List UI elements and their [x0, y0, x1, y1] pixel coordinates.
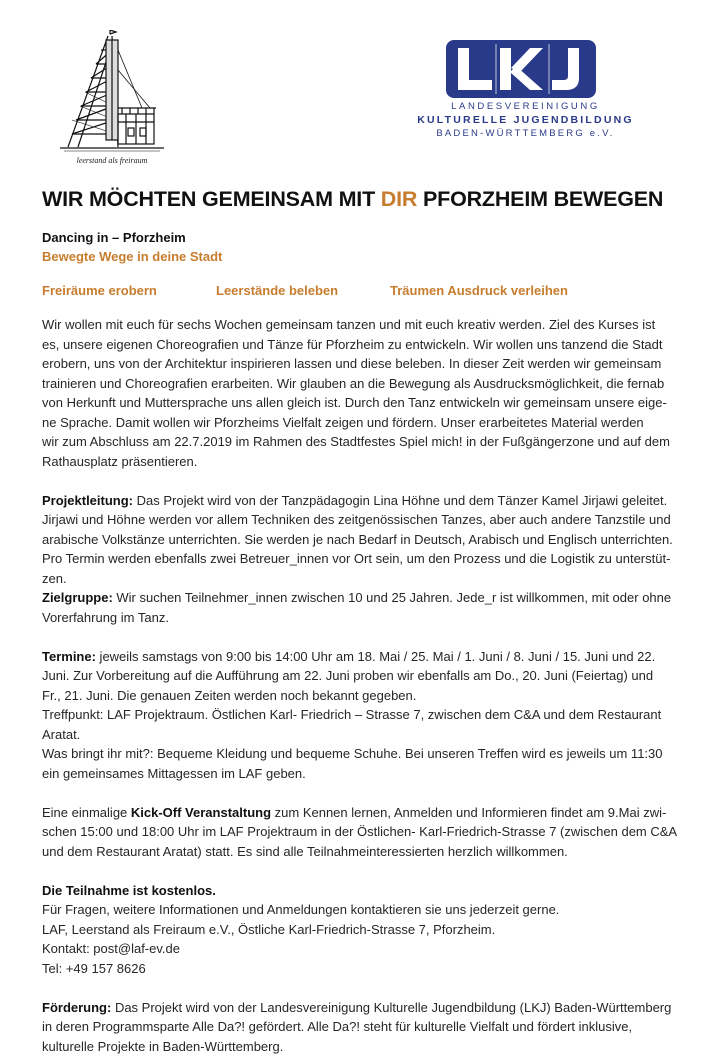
intro-line: trainieren und Choreografien erarbeiten. Wir glauben an die Bewegung als Ausdrucksmöglichkeit, die fernab — [42, 374, 682, 394]
termine-text: jeweils samstags von 9:00 bis 14:00 Uhr am 18. Mai / 25. Mai / 1. Juni / 8. Juni / 15. Juni und 22. — [96, 649, 655, 664]
contact-address: LAF, Leerstand als Freiraum e.V., Östliche Karl-Friedrich-Strasse 7, Pforzheim. — [42, 920, 682, 940]
projektleitung-line: arabische Volkstänze unterrichten. Sie werden je nach Bedarf in Deutsch, Arabisch und Englisch unterrichten. — [42, 530, 682, 550]
termine-line — [42, 647, 682, 667]
kickoff-label: Kick-Off Veranstaltung — [131, 805, 271, 820]
spacer — [42, 471, 682, 491]
slogan-2: Leerstände beleben — [216, 281, 390, 300]
projektleitung-label: Projektleitung: — [42, 493, 133, 508]
zielgruppe-line: Vorerfahrung im Tanz. — [42, 608, 682, 628]
contact-email: Kontakt: post@laf-ev.de — [42, 939, 682, 959]
projektleitung-line — [42, 491, 682, 511]
contact-heading — [42, 881, 682, 901]
lkj-mark — [446, 40, 596, 98]
contact-phone: Tel: +49 157 8626 — [42, 959, 682, 979]
title-part-2: PFORZHEIM BEWEGEN — [417, 187, 663, 211]
tagline: Bewegte Wege in deine Stadt — [42, 247, 682, 266]
projektleitung-line: zen. — [42, 569, 682, 589]
kickoff-text: zum Kennen lernen, Anmelden und Informieren findet am 9.Mai zwi- — [271, 805, 666, 820]
spacer — [42, 978, 682, 998]
projektleitung-line: Pro Termin werden ebenfalls zwei Betreuer_innen vor Ort sein, um den Prozess und die Logistik zu unterstüt- — [42, 549, 682, 569]
contact-section — [42, 881, 682, 979]
slogans — [42, 281, 682, 300]
lkj-line-3: BADEN-WÜRTTEMBERG e.V. — [388, 127, 663, 140]
laf-logo — [56, 30, 168, 172]
lkj-line-1: LANDESVEREINIGUNG — [388, 100, 663, 113]
lkj-line-2: KULTURELLE JUGENDBILDUNG — [388, 113, 663, 127]
contact-label: Die Teilnahme ist kostenlos. — [42, 883, 216, 898]
spacer — [42, 627, 682, 647]
intro-line: ne Sprache. Damit wollen wir Pforzheims Vielfalt zeigen und fördern. Unser erarbeitetes Material werden — [42, 413, 682, 433]
slogan-3: Träumen Ausdruck verleihen — [390, 281, 568, 300]
document-body — [42, 184, 682, 1056]
intro-line: Wir wollen mit euch für sechs Wochen gemeinsam tanzen und mit euch kreativ werden. Ziel des Kurses ist — [42, 315, 682, 335]
kickoff-line: schen 15:00 und 18:00 Uhr im LAF Projektraum in der Östlichen- Karl-Friedrich-Strasse 7 (zwischen dem C&A — [42, 822, 682, 842]
foerderung-line: kulturelle Projekte in Baden-Württemberg. — [42, 1037, 682, 1056]
zielgruppe-line — [42, 588, 682, 608]
laf-logo-caption: leerstand als freiraum — [56, 156, 168, 165]
kickoff-line — [42, 803, 682, 823]
contact-line: Für Fragen, weitere Informationen und Anmeldungen kontaktieren sie uns jederzeit gerne. — [42, 900, 682, 920]
title-part-1: WIR MÖCHTEN GEMEINSAM MIT — [42, 187, 381, 211]
subtitle: Dancing in – Pforzheim — [42, 228, 682, 247]
intro-line: erobern, uns von der Architektur inspirieren lassen und diese beleben. In dieser Zeit werden wir gemeinsam — [42, 354, 682, 374]
projektleitung-line: Jirjawi und Höhne werden vor allem Techniken des zeitgenössischen Tanzes, aber auch andere Tanzstile und — [42, 510, 682, 530]
lkj-wordmark — [388, 100, 663, 140]
lkj-logo — [388, 40, 663, 150]
kickoff-line: und dem Restaurant Aratat) statt. Es sind alle Teilnahmeinteressierten herzlich willkommen. — [42, 842, 682, 862]
intro-line: Rathausplatz präsentieren. — [42, 452, 682, 472]
intro-line: wir zum Abschluss am 22.7.2019 im Rahmen des Stadtfestes Spiel mich! in der Fußgängerzone und auf dem — [42, 432, 682, 452]
zielgruppe-label: Zielgruppe: — [42, 590, 113, 605]
mitbringen-line: Was bringt ihr mit?: Bequeme Kleidung und bequeme Schuhe. Bei unseren Treffen wird es jeweils um 11:30 — [42, 744, 682, 764]
projektleitung-section — [42, 491, 682, 589]
spacer — [42, 783, 682, 803]
termine-label: Termine: — [42, 649, 96, 664]
treffpunkt-line: Treffpunkt: LAF Projektraum. Östlichen Karl- Friedrich – Strasse 7, zwischen dem C&A und dem Restaurant — [42, 705, 682, 725]
kickoff-section — [42, 803, 682, 862]
zielgruppe-section — [42, 588, 682, 627]
foerderung-label: Förderung: — [42, 1000, 111, 1015]
telescope-tower-illustration-icon — [56, 30, 168, 154]
page-title — [42, 184, 682, 214]
termine-line: Fr., 21. Juni. Die genauen Zeiten werden noch bekannt gegeben. — [42, 686, 682, 706]
lkj-logo-icon — [446, 40, 596, 98]
foerderung-line: in deren Programmsparte Alle Da?! gefördert. Alle Da?! steht für kulturelle Vielfalt und fördert inklusive, — [42, 1017, 682, 1037]
intro-paragraph — [42, 315, 682, 471]
intro-line: es, unsere eigenen Choreografien und Tänze für Pforzheim zu entwickeln. Wir wollen uns tanzend die Stadt — [42, 335, 682, 355]
foerderung-line — [42, 998, 682, 1018]
termine-line: Juni. Zur Vorbereitung auf die Aufführung am 22. Juni proben wir ebenfalls am Do., 20. Juni (Feiertag) und — [42, 666, 682, 686]
projektleitung-text: Das Projekt wird von der Tanzpädagogin Lina Höhne und dem Tänzer Kamel Jirjawi geleitet. — [133, 493, 667, 508]
title-highlight: DIR — [381, 187, 417, 211]
zielgruppe-text: Wir suchen Teilnehmer_innen zwischen 10 und 25 Jahren. Jede_r ist willkommen, mit oder ohne — [113, 590, 671, 605]
slogan-1: Freiräume erobern — [42, 281, 216, 300]
foerderung-text: Das Projekt wird von der Landesvereinigung Kulturelle Jugendbildung (LKJ) Baden-Württemberg — [111, 1000, 671, 1015]
termine-section — [42, 647, 682, 784]
mitbringen-line: ein gemeinsames Mittagessen im LAF geben. — [42, 764, 682, 784]
foerderung-section — [42, 998, 682, 1056]
kickoff-pre: Eine einmalige — [42, 805, 131, 820]
intro-line: von Herkunft und Muttersprache uns allen gleich ist. Durch den Tanz entwickeln wir gemeinsam unsere eige- — [42, 393, 682, 413]
spacer — [42, 861, 682, 881]
treffpunkt-line: Aratat. — [42, 725, 682, 745]
